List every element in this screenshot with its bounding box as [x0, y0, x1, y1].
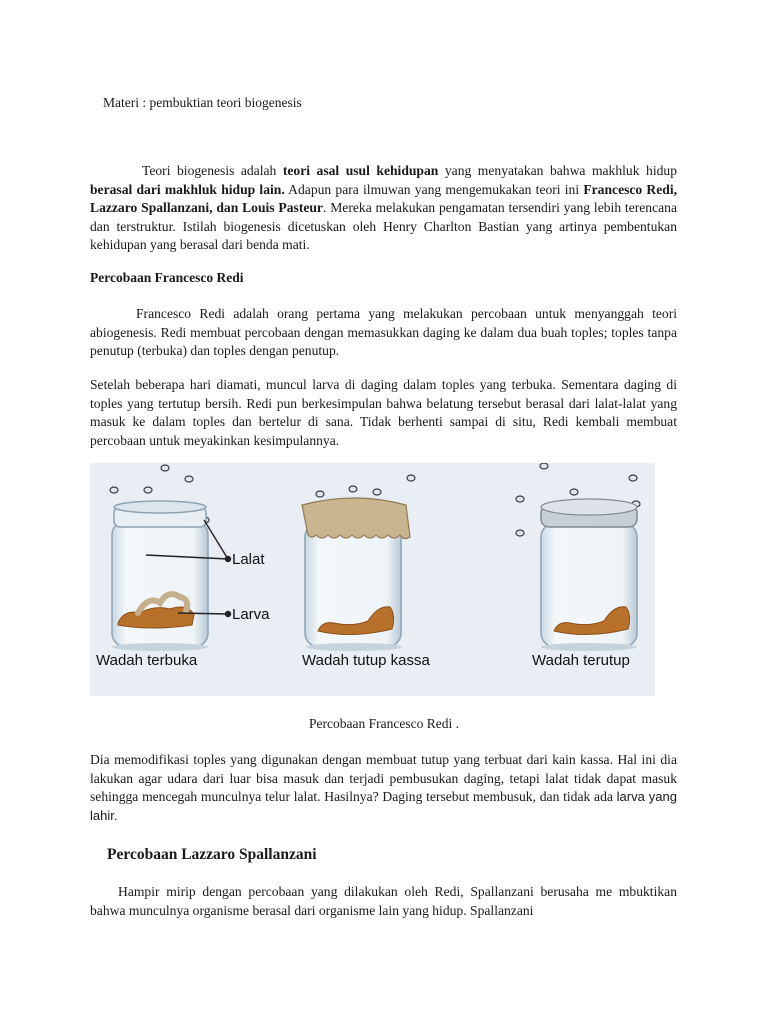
label-lalat: Lalat	[232, 551, 265, 568]
jar-open-label: Wadah terbuka	[96, 652, 198, 669]
intro-text-3: Adapun para ilmuwan yang mengemukakan teori ini	[284, 181, 584, 197]
intro-bold-1: teori asal usul kehidupan	[282, 163, 439, 178]
redi-paragraph-1: Francesco Redi adalah orang pertama yang melakukan percobaan untuk menyanggah teori abiogenesis. Redi membuat percobaan dengan memasukkan daging ke dalam dua buah toples; toples tanpa penutup (terbuka) dan toples dengan penutup.	[90, 306, 677, 358]
spallanzani-heading: Percobaan Lazzaro Spallanzani	[107, 846, 317, 863]
label-larva: Larva	[232, 606, 270, 623]
redi-experiment-figure	[90, 463, 655, 696]
intro-text-4: . Mereka melakukan pengamatan tersendiri yang lebih terencana dan terstruktur. Istilah biogenesis dicetuskan oleh Henry Charlton Bastian yang artinya pembentukan kehidupan yang berasal dari benda mati.	[90, 200, 678, 252]
jar-gauze	[302, 498, 410, 651]
intro-text-2: yang menyatakan bahwa makhluk hidup	[438, 163, 677, 178]
intro-bold-2: berasal dari makhluk hidup lain.	[90, 181, 285, 197]
topic-line: Materi : pembuktian teori biogenesis	[103, 95, 302, 110]
jar-gauze-label: Wadah tutup kassa	[302, 652, 430, 669]
jars-illustration	[90, 463, 655, 696]
jar-open	[112, 501, 208, 651]
figure-caption: Percobaan Francesco Redi .	[309, 716, 459, 731]
intro-bold-3: Francesco Redi, Lazzaro Spallanzani, dan Louis Pasteur	[90, 181, 678, 215]
intro-text-1: Teori biogenesis adalah	[142, 163, 283, 178]
redi-paragraph-3	[90, 751, 677, 825]
jar-closed	[541, 499, 637, 651]
redi-paragraph-3-tail: larva yang lahir.	[90, 789, 677, 823]
jar-closed-label: Wadah terutup	[532, 652, 630, 669]
redi-paragraph-3-text: Dia memodifikasi toples yang digunakan dengan membuat tutup yang terbuat dari kain kassa. Hal ini dia lakukan agar udara dari luar bisa masuk dan terjadi pembusukan daging, tetapi lalat tidak dapat masuk sehingga mencegah munculnya telur lalat. Hasilnya? Daging tersebut membusuk, dan tidak ada	[90, 752, 677, 804]
spallanzani-paragraph-1: Hampir mirip dengan percobaan yang dilakukan oleh Redi, Spallanzani berusaha me mbuktikan bahwa munculnya organisme berasal dari organisme lain yang hidup. Spallanzani	[90, 884, 677, 918]
redi-paragraph-2: Setelah beberapa hari diamati, muncul larva di daging dalam toples yang terbuka. Sementara daging di toples yang tertutup bersih. Redi pun berkesimpulan bahwa belatung tersebut berasal dari lalat-lalat yang masuk ke dalam toples dan bertelur di sana. Tidak berhenti sampai di situ, Redi kembali membuat percobaan untuk meyakinkan kesimpulannya.	[90, 377, 677, 448]
redi-heading: Percobaan Francesco Redi	[90, 270, 244, 285]
intro-paragraph	[90, 162, 677, 255]
